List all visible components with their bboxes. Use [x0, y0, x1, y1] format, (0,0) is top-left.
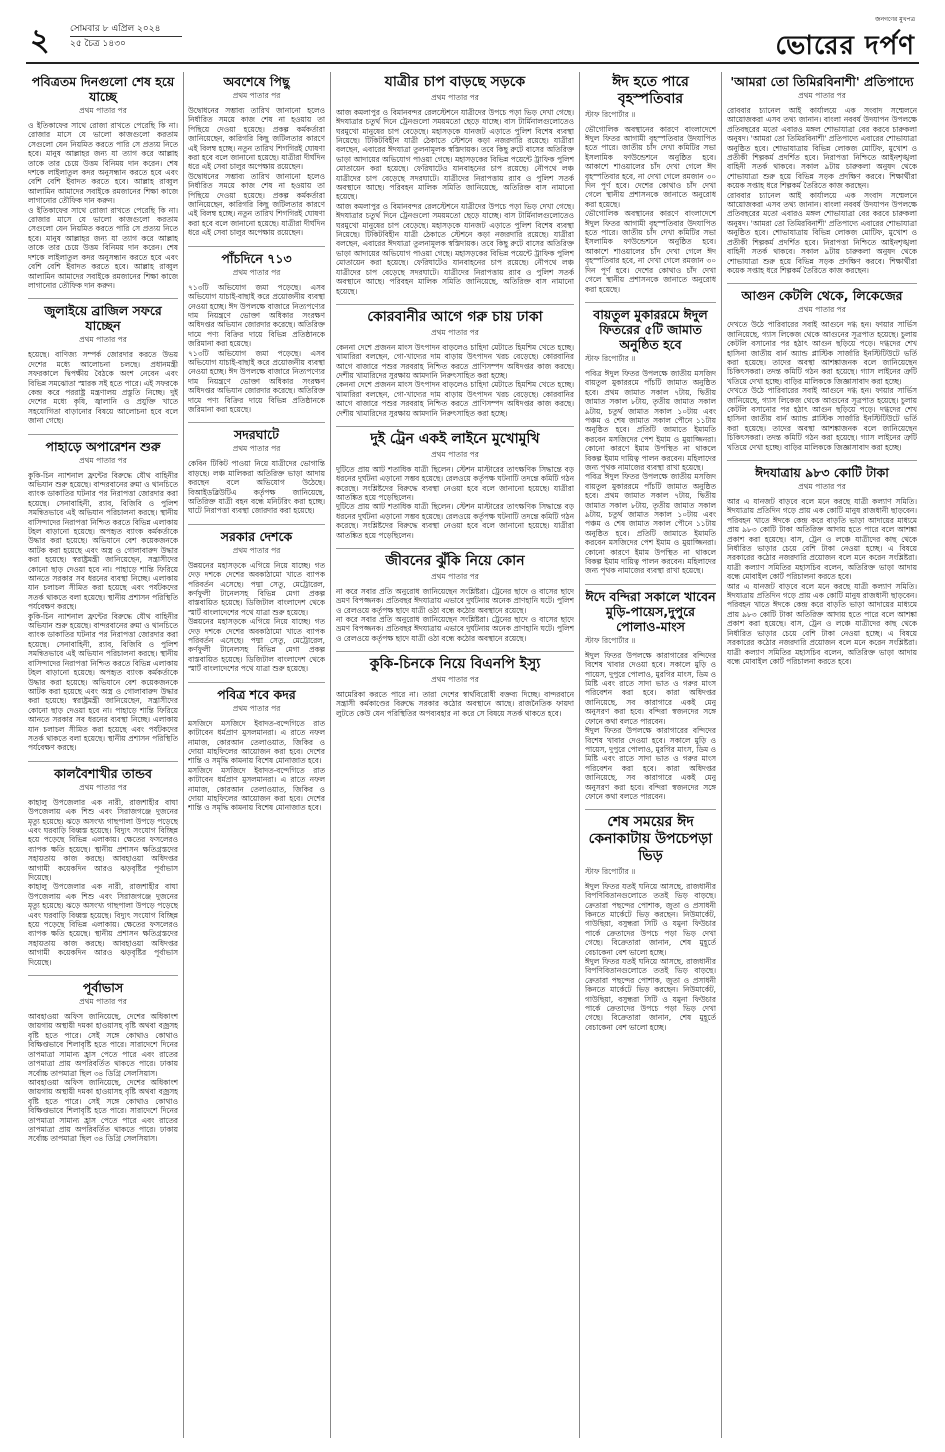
- story: [727, 74, 917, 275]
- byline: প্রথম পাতার পর: [431, 327, 479, 337]
- story: [727, 465, 917, 666]
- column-2: [188, 70, 325, 1440]
- story: [188, 687, 325, 813]
- divider: [188, 246, 325, 247]
- headline: শেষ সময়ের ঈদ কেনাকাটায় উপচেপড়া ভিড়: [588, 814, 713, 864]
- body-text: হয়েছে। বাণিজ্য সম্পর্ক জোরদার করতে উভয় দেশের মধ্যে আলোচনা চলছে। প্রধানমন্ত্রী সফরকালে দ্বিপক্ষীয় বৈঠকে অংশ নেবেন এবং বিভিন্ন সমঝোতা স্মারক সই হতে পারে। এই সফরকে কেন্দ্র করে পররাষ্ট্র মন্ত্রণালয় প্রস্তুতি নিচ্ছে। দুই দেশের মধ্যে কৃষি, জ্বালানি ও প্রযুক্তি খাতে সহযোগিতা বাড়ানোর বিষয়ে আলোচনা হবে বলে জানা গেছে।: [28, 350, 178, 426]
- headline: বায়তুল মুকাররমে ঈদুল ফিতরের ৫টি জামাত অনুষ্ঠিত হবে: [593, 306, 708, 352]
- divider: [188, 682, 325, 683]
- headline: জীবনের ঝুঁকি নিয়ে কোন: [385, 553, 525, 570]
- divider: [585, 302, 716, 303]
- body-text-continued: কাহালু উপজেলার এক নারী, রাজশাহীর বাঘা উপজেলায় এক শিশু এবং সিরাজগঞ্জে দুজনের মৃত্যু হয়েছে। ঝড়ে অসংখ্য গাছপালা উপড়ে পড়েছে এবং ঘরবাড়ি বিধ্বস্ত হয়েছে। বিদ্যুৎ সংযোগ বিচ্ছিন্ন হয়ে পড়েছে বিভিন্ন এলাকায়। ক্ষেতের ফসলেরও ব্যাপক ক্ষতি হয়েছে। স্থানীয় প্রশাসন ক্ষতিগ্রস্তদের সহায়তায় কাজ করছে। আবহাওয়া অধিদপ্তর আগামী কয়েকদিন আরও ঝড়বৃষ্টির পূর্বাভাস দিয়েছে।: [28, 882, 178, 967]
- story: [585, 814, 716, 1032]
- story: [336, 309, 574, 418]
- story: [188, 74, 325, 238]
- body-text: রোববার চ্যানেল আই কার্যালয়ে এক সংবাদ সম্মেলনে আয়োজকরা এসব তথ্য জানান। বাংলা নববর্ষ উদযাপন উপলক্ষে প্রতিবছরের মতো এবারও মঙ্গল শোভাযাত্রা বের করবে চারুকলা অনুষদ। 'আমরা তো তিমিরবিনাশী' প্রতিপাদ্যে এবারের শোভাযাত্রা অনুষ্ঠিত হবে। শোভাযাত্রায় বিভিন্ন লোকজ মোটিফ, মুখোশ ও প্রতীকী শিল্পকর্ম প্রদর্শিত হবে। নিরাপত্তা নিশ্চিতে আইনশৃঙ্খলা বাহিনী সতর্ক থাকবে। সকাল ৯টায় চারুকলা অনুষদ থেকে শোভাযাত্রা শুরু হয়ে বিভিন্ন সড়ক প্রদক্ষিণ করবে। শিক্ষার্থীরা কয়েক সপ্তাহ ধরে শিল্পকর্ম তৈরিতে কাজ করছেন।: [727, 106, 917, 191]
- headline: যাত্রীর চাপ বাড়ছে সড়কে: [384, 74, 526, 90]
- column-rule: [183, 72, 184, 1438]
- byline: স্টাফ রিপোর্টার ॥: [585, 635, 636, 645]
- headline: কুকি-চিনকে নিয়ে বিএনপি ইস্যু: [369, 656, 541, 673]
- body-text-continued: ভৌগোলিক অবস্থানের কারণে বাংলাদেশে ঈদুল ফিতর আগামী বৃহস্পতিবার উদযাপিত হতে পারে। জাতীয় চাঁদ দেখা কমিটির সভা ইসলামিক ফাউন্ডেশনে অনুষ্ঠিত হবে। আকাশে শাওয়ালের চাঁদ দেখা গেলে ঈদ বৃহস্পতিবার হবে, না দেখা গেলে রমজান ৩০ দিন পূর্ণ হবে। দেশের কোথাও চাঁদ দেখা গেলে স্থানীয় প্রশাসনকে জানাতে অনুরোধ করা হয়েছে।: [585, 209, 716, 294]
- body-text: কাহালু উপজেলার এক নারী, রাজশাহীর বাঘা উপজেলায় এক শিশু এবং সিরাজগঞ্জে দুজনের মৃত্যু হয়েছে। ঝড়ে অসংখ্য গাছপালা উপড়ে পড়েছে এবং ঘরবাড়ি বিধ্বস্ত হয়েছে। বিদ্যুৎ সংযোগ বিচ্ছিন্ন হয়ে পড়েছে বিভিন্ন এলাকায়। ক্ষেতের ফসলেরও ব্যাপক ক্ষতি হয়েছে। স্থানীয় প্রশাসন ক্ষতিগ্রস্তদের সহায়তায় কাজ করছে। আবহাওয়া অধিদপ্তর আগামী কয়েকদিন আরও ঝড়বৃষ্টির পূর্বাভাস দিয়েছে।: [28, 797, 178, 882]
- story: [28, 980, 178, 1144]
- headline: সরকার দেশকে: [220, 528, 293, 544]
- body-text-continued: উদ্বোধনের সম্ভাব্য তারিখ জানানো হলেও নির্ধারিত সময়ে কাজ শেষ না হওয়ায় তা পিছিয়ে দেওয়া হয়েছে। প্রকল্প কর্মকর্তারা জানিয়েছেন, কারিগরি কিছু জটিলতার কারণে এই বিলম্ব হচ্ছে। নতুন তারিখ শিগগিরই ঘোষণা করা হবে বলে জানানো হয়েছে। যাত্রীরা দীর্ঘদিন ধরে এই সেবা চালুর অপেক্ষায় রয়েছেন।: [188, 171, 325, 238]
- divider: [727, 460, 917, 461]
- story: [336, 656, 574, 718]
- body-text: আর এ যানজট বাড়বে বলে মনে করছে যাত্রী কল্যাণ সমিতি। ঈদযাত্রায় প্রতিদিন গড়ে প্রায় এক কোটি মানুষ রাজধানী ছাড়বেন। পরিবহন খাতে ঈদকে কেন্দ্র করে বাড়তি ভাড়া আদায়ের মাধ্যমে প্রায় ৯৮৩ কোটি টাকা অতিরিক্ত আদায় হতে পারে বলে আশঙ্কা প্রকাশ করা হয়েছে। বাস, ট্রেন ও লঞ্চে যাত্রীদের কাছ থেকে নির্ধারিত ভাড়ার চেয়ে বেশি টাকা নেওয়া হচ্ছে। এ বিষয়ে সরকারের কঠোর নজরদারি প্রয়োজন বলে মনে করেন সংশ্লিষ্টরা। যাত্রী কল্যাণ সমিতির মহাসচিব বলেন, অতিরিক্ত ভাড়া আদায় বন্ধে মোবাইল কোর্ট পরিচালনা করতে হবে।: [727, 497, 917, 582]
- story: [188, 427, 325, 515]
- story: [336, 74, 574, 296]
- story: [585, 307, 716, 576]
- body-text: মসজিদে মসজিদে ইবাদত-বন্দেগিতে রাত কাটাবেন ধর্মপ্রাণ মুসলমানরা। এ রাতে নফল নামাজ, কোরআন তেলাওয়াত, জিকির ও দোয়া মাহফিলের আয়োজন করা হবে। দেশের শান্তি ও সমৃদ্ধি কামনায় বিশেষ মোনাজাত হবে।: [188, 718, 325, 766]
- story: [585, 589, 716, 802]
- body-text: কেবিন টিকিট পাওয়া নিয়ে যাত্রীদের ভোগান্তি বাড়ছে। লঞ্চ মালিকরা অতিরিক্ত ভাড়া আদায় করছেন বলে অভিযোগ উঠেছে। বিআইডব্লিউটিএ কর্তৃপক্ষ জানিয়েছে, অতিরিক্ত যাত্রী বহন বন্ধে মনিটরিং করা হচ্ছে। ঘাটে নিরাপত্তা ব্যবস্থা জোরদার করা হয়েছে।: [188, 459, 325, 516]
- byline: প্রথম পাতার পর: [79, 997, 127, 1007]
- headline: দুই ট্রেন একই লাইনে মুখোমুখি: [370, 430, 540, 447]
- headline: 'আমরা তো তিমিরবিনাশী' প্রতিপাদ্যে: [730, 74, 914, 89]
- headline: পাহাড়ে অপারেশন শুরু: [45, 438, 161, 454]
- headline: সদরঘাটে: [234, 427, 279, 443]
- story: [336, 431, 574, 540]
- body-text: আবহাওয়া অফিস জানিয়েছে, দেশের অধিকাংশ জায়গায় অস্থায়ী দমকা হাওয়াসহ বৃষ্টি অথবা বজ্রসহ বৃষ্টি হতে পারে। সেই সঙ্গে কোথাও কোথাও বিক্ষিপ্তভাবে শিলাবৃষ্টি হতে পারে। সারাদেশে দিনের তাপমাত্রা সামান্য হ্রাস পেতে পারে এবং রাতের তাপমাত্রা প্রায় অপরিবর্তিত থাকতে পারে। ঢাকায় সর্বোচ্চ তাপমাত্রা ছিল ৩৪ ডিগ্রি সেলসিয়াস।: [28, 1012, 178, 1078]
- divider: [28, 434, 178, 435]
- body-text: ও ইতিকাফের সাথে রোজা রাখতে পেরেছি কি না। রোজার মাসে যে ভালো কাজগুলো করতাম সেগুলো যেন নিয়মিত করতে পারি সে প্রত্যয় নিতে হবে। মানুষ আল্লাহর জন্য যা ত্যাগ করে আল্লাহ তাকে তার চেয়ে উত্তম বিনিময় দান করেন। শেষ দশকে লাইলাতুল কদর অনুসন্ধান করতে হবে এবং বেশি বেশি ইবাদত করতে হবে। আল্লাহ রাব্বুল আলামিন আমাদের সবাইকে রমজানের শিক্ষা কাজে লাগানোর তৌফিক দান করুন।: [28, 121, 178, 206]
- body-text-continued: আজ কমলাপুর ও বিমানবন্দর রেলস্টেশনে যাত্রীদের উপচে পড়া ভিড় দেখা গেছে। ঈদযাত্রার চতুর্থ দিনে ট্রেনগুলো সময়মতো ছেড়ে যাচ্ছে। বাস টার্মিনালগুলোতেও ঘরমুখো মানুষের চাপ বেড়েছে। মহাসড়কে যানজট এড়াতে পুলিশ বিশেষ ব্যবস্থা নিয়েছে। টিকিটবিহীন যাত্রী ঠেকাতে স্টেশনে কড়া নজরদারি রয়েছে। যাত্রীরা বলছেন, এবারের ঈদযাত্রা তুলনামূলক স্বস্তিদায়ক। তবে কিছু রুটে বাসের অতিরিক্ত ভাড়া আদায়ের অভিযোগ পাওয়া গেছে। মহাসড়কের বিভিন্ন পয়েন্টে ট্রাফিক পুলিশ মোতায়েন করা হয়েছে। ফেরিঘাটেও যানবাহনের চাপ রয়েছে। নৌপথে লঞ্চ যাত্রীদের চাপ বেড়েছে সদরঘাটে। যাত্রীদের নিরাপত্তায় র‍্যাব ও পুলিশ সতর্ক অবস্থানে আছে। পরিবহন মালিক সমিতি জানিয়েছে, অতিরিক্ত বাস নামানো হয়েছে।: [336, 201, 574, 296]
- story: [188, 251, 325, 415]
- body-text-continued: পবিত্র ঈদুল ফিতর উপলক্ষে জাতীয় মসজিদ বায়তুল মুকাররমে পাঁচটি জামাত অনুষ্ঠিত হবে। প্রথম জামাত সকাল ৭টায়, দ্বিতীয় জামাত সকাল ৮টায়, তৃতীয় জামাত সকাল ৯টায়, চতুর্থ জামাত সকাল ১০টায় এবং পঞ্চম ও শেষ জামাত সকাল পৌনে ১১টায় অনুষ্ঠিত হবে। প্রতিটি জামাতে ইমামতি করবেন মসজিদের পেশ ইমাম ও মুয়াজ্জিনরা। কোনো কারণে ইমাম উপস্থিত না থাকলে বিকল্প ইমাম দায়িত্ব পালন করবেন। মহিলাদের জন্য পৃথক নামাজের ব্যবস্থা রাখা হয়েছে।: [585, 472, 716, 576]
- date-block: [70, 22, 182, 51]
- body-text: উদ্বোধনের সম্ভাব্য তারিখ জানানো হলেও নির্ধারিত সময়ে কাজ শেষ না হওয়ায় তা পিছিয়ে দেওয়া হয়েছে। প্রকল্প কর্মকর্তারা জানিয়েছেন, কারিগরি কিছু জটিলতার কারণে এই বিলম্ব হচ্ছে। নতুন তারিখ শিগগিরই ঘোষণা করা হবে বলে জানানো হয়েছে। যাত্রীরা দীর্ঘদিন ধরে এই সেবা চালুর অপেক্ষায় রয়েছেন।: [188, 106, 325, 172]
- body-text: দেখতে উঠে পারিবারের সবাই আগুনে দগ্ধ হন। ফায়ার সার্ভিস জানিয়েছে, গ্যাস লিকেজ থেকে আগুনের সূত্রপাত হয়েছে। চুলায় কেটলি বসানোর পর হঠাৎ আগুন ছড়িয়ে পড়ে। দগ্ধদের শেখ হাসিনা জাতীয় বার্ন অ্যান্ড প্লাস্টিক সার্জারি ইনস্টিটিউটে ভর্তি করা হয়েছে। তাদের অবস্থা আশঙ্কাজনক বলে জানিয়েছেন চিকিৎসকরা। তদন্ত কমিটি গঠন করা হয়েছে। গ্যাস লাইনের ত্রুটি খতিয়ে দেখা হচ্ছে। বাড়ির মালিককে জিজ্ঞাসাবাদ করা হচ্ছে।: [727, 320, 917, 386]
- body-text-continued: ঈদুল ফিতর উপলক্ষে কারাগারের বন্দিদের বিশেষ খাবার দেওয়া হবে। সকালে মুড়ি ও পায়েস, দুপুরে পোলাও, মুরগির মাংস, ডিম ও মিষ্টি এবং রাতে সাদা ভাত ও গরুর মাংস পরিবেশন করা হবে। কারা অধিদপ্তর জানিয়েছে, সব কারাগারে একই মেনু অনুসরণ করা হবে। বন্দিরা স্বজনদের সঙ্গে ফোনে কথা বলতে পারবেন।: [585, 726, 716, 801]
- body-text: ঈদুল ফিতর যতই ঘনিয়ে আসছে, রাজধানীর বিপণিবিতানগুলোতে ততই ভিড় বাড়ছে। ক্রেতারা পছন্দের পোশাক, জুতা ও প্রসাধনী কিনতে মার্কেটে ভিড় করছেন। নিউমার্কেট, গাউছিয়া, বসুন্ধরা সিটি ও যমুনা ফিউচার পার্কে ক্রেতাদের উপচে পড়া ভিড় দেখা গেছে। বিক্রেতারা জানান, শেষ মুহূর্তে বেচাকেনা বেশ ভালো হচ্ছে।: [585, 881, 716, 957]
- byline: স্টাফ রিপোর্টার ॥: [585, 353, 636, 363]
- byline: প্রথম পাতার পর: [232, 703, 281, 713]
- byline: প্রথম পাতার পর: [232, 545, 281, 555]
- date-line-gregorian: সোমবার ৮ এপ্রিল ২০২৪: [70, 24, 161, 34]
- story: [585, 74, 716, 294]
- body-text: ভৌগোলিক অবস্থানের কারণে বাংলাদেশে ঈদুল ফিতর আগামী বৃহস্পতিবার উদযাপিত হতে পারে। জাতীয় চাঁদ দেখা কমিটির সভা ইসলামিক ফাউন্ডেশনে অনুষ্ঠিত হবে। আকাশে শাওয়ালের চাঁদ দেখা গেলে ঈদ বৃহস্পতিবার হবে, না দেখা গেলে রমজান ৩০ দিন পূর্ণ হবে। দেশের কোথাও চাঁদ দেখা গেলে স্থানীয় প্রশাসনকে জানাতে অনুরোধ করা হয়েছে।: [585, 124, 716, 209]
- body-text: কেননা দেশে প্রজনন মাংস উৎপাদন বাড়লেও চাহিদা মেটাতে হিমশিম খেতে হচ্ছে। খামারিরা বলছেন, গো-খাদ্যের দাম বাড়ায় উৎপাদন খরচ বেড়েছে। কোরবানির আগে বাজারে পশুর সরবরাহ নিশ্চিত করতে প্রাণিসম্পদ অধিদপ্তর কাজ করছে। দেশীয় খামারিদের সুরক্ষায় আমদানি নিরুৎসাহিত করা হচ্ছে।: [336, 342, 574, 380]
- byline: প্রথম পাতার পর: [431, 675, 479, 685]
- body-text: দুটিতে প্রায় আট শতাধিক যাত্রী ছিলেন। স্টেশন মাস্টারের তাৎক্ষণিক সিদ্ধান্তে বড় ধরনের দুর্ঘটনা এড়ানো সম্ভব হয়েছে। রেলওয়ে কর্তৃপক্ষ ঘটনাটি তদন্তে কমিটি গঠন করেছে। সংশ্লিষ্টদের বিরুদ্ধে ব্যবস্থা নেওয়া হবে বলে জানানো হয়েছে। যাত্রীরা আতঙ্কিত হয়ে পড়েছিলেন।: [336, 464, 574, 502]
- divider: [28, 298, 178, 299]
- column-rule: [579, 72, 580, 1438]
- body-text: পবিত্র ঈদুল ফিতর উপলক্ষে জাতীয় মসজিদ বায়তুল মুকাররমে পাঁচটি জামাত অনুষ্ঠিত হবে। প্রথম জামাত সকাল ৭টায়, দ্বিতীয় জামাত সকাল ৮টায়, তৃতীয় জামাত সকাল ৯টায়, চতুর্থ জামাত সকাল ১০টায় এবং পঞ্চম ও শেষ জামাত সকাল পৌনে ১১টায় অনুষ্ঠিত হবে। প্রতিটি জামাতে ইমামতি করবেন মসজিদের পেশ ইমাম ও মুয়াজ্জিনরা। কোনো কারণে ইমাম উপস্থিত না থাকলে বিকল্প ইমাম দায়িত্ব পালন করবেন। মহিলাদের জন্য পৃথক নামাজের ব্যবস্থা রাখা হয়েছে।: [585, 368, 716, 472]
- body-text: কুকি-চিন ন্যাশনাল ফ্রন্টের বিরুদ্ধে যৌথ বাহিনীর অভিযান শুরু হয়েছে। বান্দরবানের রুমা ও থানচিতে ব্যাংক ডাকাতির ঘটনার পর নিরাপত্তা জোরদার করা হয়েছে। সেনাবাহিনী, র‍্যাব, বিজিবি ও পুলিশ সমন্বিতভাবে এই অভিযান পরিচালনা করছে। স্থানীয় বাসিন্দাদের নিরাপত্তা নিশ্চিত করতে বিভিন্ন এলাকায় টহল বাড়ানো হয়েছে। অপহৃত ব্যাংক কর্মকর্তাকে উদ্ধার করা হয়েছে। অভিযানে বেশ কয়েকজনকে আটক করা হয়েছে এবং অস্ত্র ও গোলাবারুদ উদ্ধার করা হয়েছে। স্বরাষ্ট্রমন্ত্রী জানিয়েছেন, সন্ত্রাসীদের কোনো ছাড় দেওয়া হবে না। পাহাড়ে শান্তি ফিরিয়ে আনতে সরকার সব ধরনের ব্যবস্থা নিচ্ছে। এলাকায় যান চলাচল সীমিত করা হয়েছে এবং পর্যটকদের সতর্ক থাকতে বলা হয়েছে। স্থানীয় প্রশাসন পরিস্থিতি পর্যবেক্ষণ করছে।: [28, 470, 178, 612]
- story: [727, 288, 917, 452]
- column-rule: [721, 72, 722, 1438]
- story: [28, 303, 178, 425]
- headline: ঈদযাত্রায় ৯৮৩ কোটি টাকা: [755, 465, 889, 480]
- byline: প্রথম পাতার পর: [232, 267, 281, 277]
- column-rule: [330, 72, 331, 1438]
- headline: পূর্বাভাস: [82, 980, 124, 996]
- divider: [188, 524, 325, 525]
- byline: প্রথম পাতার পর: [232, 91, 281, 100]
- page-number: ২: [30, 23, 50, 58]
- story: [28, 74, 178, 290]
- body-text: আজ কমলাপুর ও বিমানবন্দর রেলস্টেশনে যাত্রীদের উপচে পড়া ভিড় দেখা গেছে। ঈদযাত্রার চতুর্থ দিনে ট্রেনগুলো সময়মতো ছেড়ে যাচ্ছে। বাস টার্মিনালগুলোতেও ঘরমুখো মানুষের চাপ বেড়েছে। মহাসড়কে যানজট এড়াতে পুলিশ বিশেষ ব্যবস্থা নিয়েছে। টিকিটবিহীন যাত্রী ঠেকাতে স্টেশনে কড়া নজরদারি রয়েছে। যাত্রীরা বলছেন, এবারের ঈদযাত্রা তুলনামূলক স্বস্তিদায়ক। তবে কিছু রুটে বাসের অতিরিক্ত ভাড়া আদায়ের অভিযোগ পাওয়া গেছে। মহাসড়কের বিভিন্ন পয়েন্টে ট্রাফিক পুলিশ মোতায়েন করা হয়েছে। ফেরিঘাটেও যানবাহনের চাপ রয়েছে। নৌপথে লঞ্চ যাত্রীদের চাপ বেড়েছে সদরঘাটে। যাত্রীদের নিরাপত্তায় র‍্যাব ও পুলিশ সতর্ক অবস্থানে আছে। পরিবহন মালিক সমিতি জানিয়েছে, অতিরিক্ত বাস নামানো হয়েছে।: [336, 107, 574, 202]
- body-text-continued: মসজিদে মসজিদে ইবাদত-বন্দেগিতে রাত কাটাবেন ধর্মপ্রাণ মুসলমানরা। এ রাতে নফল নামাজ, কোরআন তেলাওয়াত, জিকির ও দোয়া মাহফিলের আয়োজন করা হবে। দেশের শান্তি ও সমৃদ্ধি কামনায় বিশেষ মোনাজাত হবে।: [188, 765, 325, 813]
- body-text: ঈদুল ফিতর উপলক্ষে কারাগারের বন্দিদের বিশেষ খাবার দেওয়া হবে। সকালে মুড়ি ও পায়েস, দুপুরে পোলাও, মুরগির মাংস, ডিম ও মিষ্টি এবং রাতে সাদা ভাত ও গরুর মাংস পরিবেশন করা হবে। কারা অধিদপ্তর জানিয়েছে, সব কারাগারে একই মেনু অনুসরণ করা হবে। বন্দিরা স্বজনদের সঙ্গে ফোনে কথা বলতে পারবেন।: [585, 650, 716, 726]
- story: [336, 553, 574, 643]
- date-separator: [70, 36, 182, 37]
- body-text-continued: না করে সবার প্রতি অনুরোধ জানিয়েছেন সংশ্লিষ্টরা। ট্রেনের ছাদে ও বাসের ছাদে ভ্রমণ বিপজ্জনক। প্রতিবছর ঈদযাত্রায় এভাবে দুর্ঘটনায় অনেক প্রাণহানি ঘটে। পুলিশ ও রেলওয়ে কর্তৃপক্ষ ছাদে যাত্রী ওঠা বন্ধে কঠোর অবস্থানে রয়েছে।: [336, 615, 574, 643]
- headline: ঈদ হতে পারে বৃহস্পতিবার: [612, 74, 689, 107]
- body-text-continued: রোববার চ্যানেল আই কার্যালয়ে এক সংবাদ সম্মেলনে আয়োজকরা এসব তথ্য জানান। বাংলা নববর্ষ উদযাপন উপলক্ষে প্রতিবছরের মতো এবারও মঙ্গল শোভাযাত্রা বের করবে চারুকলা অনুষদ। 'আমরা তো তিমিরবিনাশী' প্রতিপাদ্যে এবারের শোভাযাত্রা অনুষ্ঠিত হবে। শোভাযাত্রায় বিভিন্ন লোকজ মোটিফ, মুখোশ ও প্রতীকী শিল্পকর্ম প্রদর্শিত হবে। নিরাপত্তা নিশ্চিতে আইনশৃঙ্খলা বাহিনী সতর্ক থাকবে। সকাল ৯টায় চারুকলা অনুষদ থেকে শোভাযাত্রা শুরু হয়ে বিভিন্ন সড়ক প্রদক্ষিণ করবে। শিক্ষার্থীরা কয়েক সপ্তাহ ধরে শিল্পকর্ম তৈরিতে কাজ করছেন।: [727, 190, 917, 275]
- column-4: [585, 70, 716, 1440]
- date-line-bangla: ২৫ চৈত্র ১৪৩০: [70, 39, 126, 49]
- byline: প্রথম পাতার পর: [798, 482, 846, 491]
- divider: [585, 584, 716, 585]
- headline: ঈদে বন্দিরা সকালে খাবেন মুড়ি-পায়েস,দুপুরে পোলাও-মাংস: [585, 588, 716, 634]
- newspaper-logo: [775, 14, 915, 69]
- body-text-continued: আবহাওয়া অফিস জানিয়েছে, দেশের অধিকাংশ জায়গায় অস্থায়ী দমকা হাওয়াসহ বৃষ্টি অথবা বজ্রসহ বৃষ্টি হতে পারে। সেই সঙ্গে কোথাও কোথাও বিক্ষিপ্তভাবে শিলাবৃষ্টি হতে পারে। সারাদেশে দিনের তাপমাত্রা সামান্য হ্রাস পেতে পারে এবং রাতের তাপমাত্রা প্রায় অপরিবর্তিত থাকতে পারে। ঢাকায় সর্বোচ্চ তাপমাত্রা ছিল ৩৪ ডিগ্রি সেলসিয়াস।: [28, 1077, 178, 1144]
- body-text: আমেরিকা করতে পারে না। তারা দেশের স্বার্থবিরোধী বক্তব্য দিচ্ছে। বান্দরবানে সন্ত্রাসী কর্মকাণ্ডের বিরুদ্ধে সরকার কঠোর অবস্থানে আছে। রাজনৈতিক ফায়দা লুটতে কেউ যেন পরিস্থিতির অপব্যবহার না করে সে বিষয়ে সতর্ক থাকতে হবে।: [336, 690, 574, 718]
- body-text-continued: ঈদুল ফিতর যতই ঘনিয়ে আসছে, রাজধানীর বিপণিবিতানগুলোতে ততই ভিড় বাড়ছে। ক্রেতারা পছন্দের পোশাক, জুতা ও প্রসাধনী কিনতে মার্কেটে ভিড় করছেন। নিউমার্কেট, গাউছিয়া, বসুন্ধরা সিটি ও যমুনা ফিউচার পার্কে ক্রেতাদের উপচে পড়া ভিড় দেখা গেছে। বিক্রেতারা জানান, শেষ মুহূর্তে বেচাকেনা বেশ ভালো হচ্ছে।: [585, 956, 716, 1032]
- column-1: [28, 70, 178, 1440]
- headline: জুলাইয়ে ব্রাজিল সফরে যাচ্ছেন: [44, 303, 162, 334]
- byline: প্রথম পাতার পর: [798, 91, 846, 100]
- byline: প্রথম পাতার পর: [798, 305, 846, 315]
- byline: স্টাফ রিপোর্টার ॥: [585, 866, 636, 876]
- headline: কালবৈশাখীর তান্ডব: [54, 765, 152, 781]
- logo-tagline: জনগণের মুখপত্র: [875, 16, 915, 23]
- byline: প্রথম পাতার পর: [431, 449, 479, 459]
- body-text-continued: ৭১৩টি অভিযোগ জমা পড়েছে। এসব অভিযোগ যাচাই-বাছাই করে প্রয়োজনীয় ব্যবস্থা নেওয়া হচ্ছে। ঈদ উপলক্ষে বাজারে নিত্যপণ্যের দাম নিয়ন্ত্রণে ভোক্তা অধিকার সংরক্ষণ অধিদপ্তর অভিযান জোরদার করেছে। অতিরিক্ত দামে পণ্য বিক্রির দায়ে বিভিন্ন প্রতিষ্ঠানকে জরিমানা করা হয়েছে।: [188, 348, 325, 414]
- headline: অবশেষে পিছু: [223, 74, 290, 89]
- body-text-continued: উন্নয়নের মহাসড়কে এগিয়ে নিয়ে যাচ্ছে। গত দেড় দশকে দেশের অবকাঠামো খাতে ব্যাপক পরিবর্তন এসেছে। পদ্মা সেতু, মেট্রোরেল, কর্ণফুলী টানেলসহ বিভিন্ন মেগা প্রকল্প বাস্তবায়িত হয়েছে। ডিজিটাল বাংলাদেশ থেকে স্মার্ট বাংলাদেশের পথে যাত্রা শুরু হয়েছে।: [188, 617, 325, 674]
- story: [28, 439, 178, 753]
- byline: প্রথম পাতার পর: [79, 455, 127, 465]
- byline: প্রথম পাতার পর: [79, 106, 127, 115]
- story: [188, 529, 325, 674]
- byline: স্টাফ রিপোর্টার ॥: [585, 109, 636, 119]
- divider: [336, 651, 574, 652]
- masthead: [26, 14, 919, 64]
- body-text-continued: দুটিতে প্রায় আট শতাধিক যাত্রী ছিলেন। স্টেশন মাস্টারের তাৎক্ষণিক সিদ্ধান্তে বড় ধরনের দুর্ঘটনা এড়ানো সম্ভব হয়েছে। রেলওয়ে কর্তৃপক্ষ ঘটনাটি তদন্তে কমিটি গঠন করেছে। সংশ্লিষ্টদের বিরুদ্ধে ব্যবস্থা নেওয়া হবে বলে জানানো হয়েছে। যাত্রীরা আতঙ্কিত হয়ে পড়েছিলেন।: [336, 502, 574, 540]
- body-text-continued: আর এ যানজট বাড়বে বলে মনে করছে যাত্রী কল্যাণ সমিতি। ঈদযাত্রায় প্রতিদিন গড়ে প্রায় এক কোটি মানুষ রাজধানী ছাড়বেন। পরিবহন খাতে ঈদকে কেন্দ্র করে বাড়তি ভাড়া আদায়ের মাধ্যমে প্রায় ৯৮৩ কোটি টাকা অতিরিক্ত আদায় হতে পারে বলে আশঙ্কা প্রকাশ করা হয়েছে। বাস, ট্রেন ও লঞ্চে যাত্রীদের কাছ থেকে নির্ধারিত ভাড়ার চেয়ে বেশি টাকা নেওয়া হচ্ছে। এ বিষয়ে সরকারের কঠোর নজরদারি প্রয়োজন বলে মনে করেন সংশ্লিষ্টরা। যাত্রী কল্যাণ সমিতির মহাসচিব বলেন, অতিরিক্ত ভাড়া আদায় বন্ধে মোবাইল কোর্ট পরিচালনা করতে হবে।: [727, 581, 917, 666]
- body-text: না করে সবার প্রতি অনুরোধ জানিয়েছেন সংশ্লিষ্টরা। ট্রেনের ছাদে ও বাসের ছাদে ভ্রমণ বিপজ্জনক। প্রতিবছর ঈদযাত্রায় এভাবে দুর্ঘটনায় অনেক প্রাণহানি ঘটে। পুলিশ ও রেলওয়ে কর্তৃপক্ষ ছাদে যাত্রী ওঠা বন্ধে কঠোর অবস্থানে রয়েছে।: [336, 586, 574, 615]
- byline: প্রথম পাতার পর: [431, 571, 479, 581]
- byline: প্রথম পাতার পর: [431, 92, 479, 102]
- column-3: [336, 70, 574, 1440]
- logo-name: ভোরের দর্পণ: [775, 31, 915, 61]
- headline: কোরবানীর আগে গরু চায় ঢাকা: [367, 308, 543, 325]
- body-text-continued: ও ইতিকাফের সাথে রোজা রাখতে পেরেছি কি না। রোজার মাসে যে ভালো কাজগুলো করতাম সেগুলো যেন নিয়মিত করতে পারি সে প্রত্যয় নিতে হবে। মানুষ আল্লাহর জন্য যা ত্যাগ করে আল্লাহ তাকে তার চেয়ে উত্তম বিনিময় দান করেন। শেষ দশকে লাইলাতুল কদর অনুসন্ধান করতে হবে এবং বেশি বেশি ইবাদত করতে হবে। আল্লাহ রাব্বুল আলামিন আমাদের সবাইকে রমজানের শিক্ষা কাজে লাগানোর তৌফিক দান করুন।: [28, 205, 178, 290]
- divider: [727, 283, 917, 284]
- headline: পাঁচদিনে ৭১৩: [221, 250, 292, 266]
- divider: [336, 304, 574, 305]
- body-text: উন্নয়নের মহাসড়কে এগিয়ে নিয়ে যাচ্ছে। গত দেড় দশকে দেশের অবকাঠামো খাতে ব্যাপক পরিবর্তন এসেছে। পদ্মা সেতু, মেট্রোরেল, কর্ণফুলী টানেলসহ বিভিন্ন মেগা প্রকল্প বাস্তবায়িত হয়েছে। ডিজিটাল বাংলাদেশ থেকে স্মার্ট বাংলাদেশের পথে যাত্রা শুরু হয়েছে।: [188, 560, 325, 617]
- headline: পবিত্রতম দিনগুলো শেষ হয়ে যাচ্ছে: [31, 74, 175, 104]
- byline: প্রথম পাতার পর: [79, 335, 127, 345]
- divider: [188, 422, 325, 423]
- divider: [336, 548, 574, 549]
- body-text-continued: দেখতে উঠে পারিবারের সবাই আগুনে দগ্ধ হন। ফায়ার সার্ভিস জানিয়েছে, গ্যাস লিকেজ থেকে আগুনের সূত্রপাত হয়েছে। চুলায় কেটলি বসানোর পর হঠাৎ আগুন ছড়িয়ে পড়ে। দগ্ধদের শেখ হাসিনা জাতীয় বার্ন অ্যান্ড প্লাস্টিক সার্জারি ইনস্টিটিউটে ভর্তি করা হয়েছে। তাদের অবস্থা আশঙ্কাজনক বলে জানিয়েছেন চিকিৎসকরা। তদন্ত কমিটি গঠন করা হয়েছে। গ্যাস লাইনের ত্রুটি খতিয়ে দেখা হচ্ছে। বাড়ির মালিককে জিজ্ঞাসাবাদ করা হচ্ছে।: [727, 386, 917, 452]
- headline: আগুন কেটলি থেকে, লিকেজের: [741, 288, 903, 304]
- divider: [28, 761, 178, 762]
- divider: [336, 426, 574, 427]
- byline: প্রথম পাতার পর: [232, 444, 281, 454]
- divider: [28, 975, 178, 976]
- byline: প্রথম পাতার পর: [79, 782, 127, 792]
- body-text-continued: কেননা দেশে প্রজনন মাংস উৎপাদন বাড়লেও চাহিদা মেটাতে হিমশিম খেতে হচ্ছে। খামারিরা বলছেন, গো-খাদ্যের দাম বাড়ায় উৎপাদন খরচ বেড়েছে। কোরবানির আগে বাজারে পশুর সরবরাহ নিশ্চিত করতে প্রাণিসম্পদ অধিদপ্তর কাজ করছে। দেশীয় খামারিদের সুরক্ষায় আমদানি নিরুৎসাহিত করা হচ্ছে।: [336, 380, 574, 418]
- story: [28, 766, 178, 967]
- column-5: [727, 70, 917, 1440]
- divider: [585, 809, 716, 810]
- body-text: ৭১৩টি অভিযোগ জমা পড়েছে। এসব অভিযোগ যাচাই-বাছাই করে প্রয়োজনীয় ব্যবস্থা নেওয়া হচ্ছে। ঈদ উপলক্ষে বাজারে নিত্যপণ্যের দাম নিয়ন্ত্রণে ভোক্তা অধিকার সংরক্ষণ অধিদপ্তর অভিযান জোরদার করেছে। অতিরিক্ত দামে পণ্য বিক্রির দায়ে বিভিন্ন প্রতিষ্ঠানকে জরিমানা করা হয়েছে।: [188, 282, 325, 349]
- body-text-continued: কুকি-চিন ন্যাশনাল ফ্রন্টের বিরুদ্ধে যৌথ বাহিনীর অভিযান শুরু হয়েছে। বান্দরবানের রুমা ও থানচিতে ব্যাংক ডাকাতির ঘটনার পর নিরাপত্তা জোরদার করা হয়েছে। সেনাবাহিনী, র‍্যাব, বিজিবি ও পুলিশ সমন্বিতভাবে এই অভিযান পরিচালনা করছে। স্থানীয় বাসিন্দাদের নিরাপত্তা নিশ্চিত করতে বিভিন্ন এলাকায় টহল বাড়ানো হয়েছে। অপহৃত ব্যাংক কর্মকর্তাকে উদ্ধার করা হয়েছে। অভিযানে বেশ কয়েকজনকে আটক করা হয়েছে এবং অস্ত্র ও গোলাবারুদ উদ্ধার করা হয়েছে। স্বরাষ্ট্রমন্ত্রী জানিয়েছেন, সন্ত্রাসীদের কোনো ছাড় দেওয়া হবে না। পাহাড়ে শান্তি ফিরিয়ে আনতে সরকার সব ধরনের ব্যবস্থা নিচ্ছে। এলাকায় যান চলাচল সীমিত করা হয়েছে এবং পর্যটকদের সতর্ক থাকতে বলা হয়েছে। স্থানীয় প্রশাসন পরিস্থিতি পর্যবেক্ষণ করছে।: [28, 611, 178, 753]
- headline: পবিত্র শবে কদর: [217, 686, 296, 702]
